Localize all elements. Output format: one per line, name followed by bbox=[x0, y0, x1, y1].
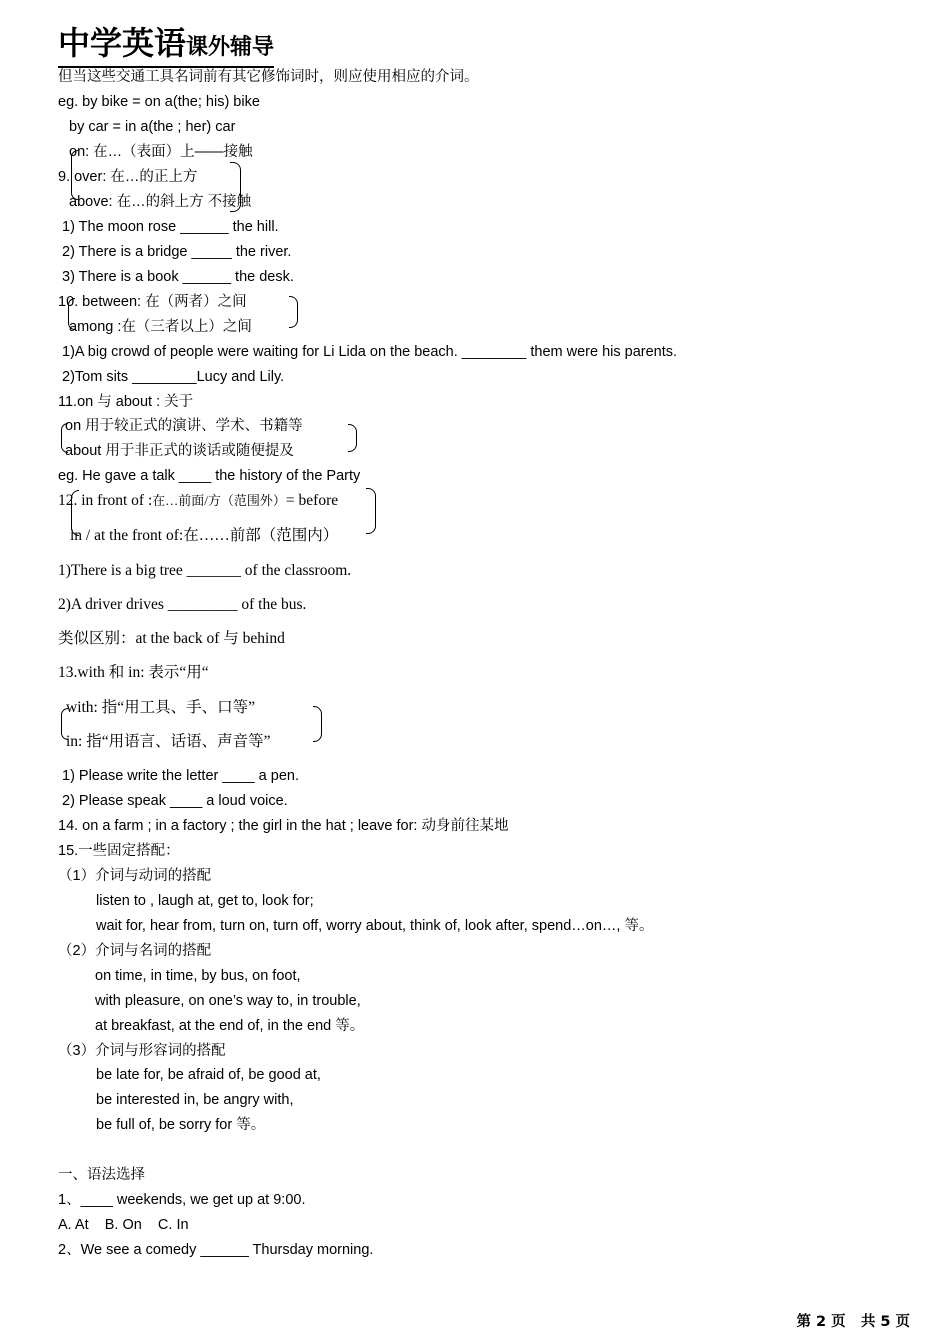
title-sub: 课外辅导 bbox=[186, 35, 275, 60]
text-line: （3）介词与形容词的搭配 bbox=[58, 1043, 226, 1059]
text-line: among :在（三者以上）之间 bbox=[69, 319, 252, 335]
question: 2、We see a comedy ______ Thursday morning. bbox=[58, 1242, 374, 1258]
text-line: at breakfast, at the end of, in the end 等。 bbox=[95, 1018, 365, 1034]
text-line: 14. on a farm ; in a factory ; the girl in the hat ; leave for: 动身前往某地 bbox=[58, 818, 509, 834]
text-line: 11.on 与 about : 关于 bbox=[58, 394, 194, 410]
text-line: be full of, be sorry for 等。 bbox=[96, 1117, 266, 1133]
brace-right bbox=[289, 296, 298, 328]
title-main: 中学英语 bbox=[58, 24, 187, 62]
text-line: 9. over: 在…的正上方 bbox=[58, 169, 198, 185]
brace-right bbox=[230, 162, 241, 212]
brace-left bbox=[71, 150, 78, 200]
text-line: about 用于非正式的谈话或随便提及 bbox=[65, 443, 294, 459]
text-line: 2)A driver drives _________ of the bus. bbox=[58, 596, 307, 613]
text-line: eg. by bike = on a(the; his) bike bbox=[58, 94, 260, 110]
text-line: 2) There is a bridge _____ the river. bbox=[62, 244, 292, 260]
text-line: with: 指“用工具、手、口等” bbox=[66, 699, 255, 716]
text-line: in: 指“用语言、话语、声音等” bbox=[66, 733, 271, 750]
page-total: 共 5 页 bbox=[860, 1314, 910, 1330]
question-options: A. At B. On C. In bbox=[58, 1217, 189, 1233]
text-line: be late for, be afraid of, be good at, bbox=[96, 1067, 321, 1083]
text-line: （2）介词与名词的搭配 bbox=[58, 943, 212, 959]
brace-right bbox=[348, 424, 357, 452]
text-line: wait for, hear from, turn on, turn off, worry about, think of, look after, spend…on…, 等。 bbox=[96, 918, 654, 934]
text-segment: 在…前面/方（范围外） bbox=[152, 493, 286, 508]
text-line: 15.一些固定搭配： bbox=[58, 843, 180, 859]
text-line: 2) Please speak ____ a loud voice. bbox=[62, 793, 288, 809]
page-number: 第 2 页 bbox=[796, 1314, 846, 1330]
text-line: eg. He gave a talk ____ the history of the Party bbox=[58, 468, 361, 484]
text-line: on: 在…（表面）上——接触 bbox=[69, 144, 253, 160]
text-line: 3) There is a book ______ the desk. bbox=[62, 269, 294, 285]
text-line: on time, in time, by bus, on foot, bbox=[95, 968, 301, 984]
text-segment: = before bbox=[285, 492, 339, 509]
section-heading: 一、语法选择 bbox=[58, 1167, 145, 1183]
text-line: （1）介词与动词的搭配 bbox=[58, 868, 212, 884]
text-line: 1)There is a big tree _______ of the classroom. bbox=[58, 562, 352, 579]
text-segment: 12. in front of : bbox=[58, 492, 153, 509]
text-line: with pleasure, on one’s way to, in trouble, bbox=[95, 993, 361, 1009]
text-line: 1) Please write the letter ____ a pen. bbox=[62, 768, 299, 784]
brace-right bbox=[313, 706, 322, 742]
page-footer bbox=[796, 1310, 910, 1331]
text-line: 类似区别：at the back of 与 behind bbox=[58, 630, 285, 647]
brace-left bbox=[61, 708, 68, 740]
text-line: be interested in, be angry with, bbox=[96, 1092, 294, 1108]
text-line: 但当这些交通工具名词前有其它修饰词时，则应使用相应的介词。 bbox=[58, 69, 479, 85]
page-title bbox=[58, 26, 274, 68]
text-line: in / at the front of:在……前部（范围内） bbox=[70, 527, 339, 544]
brace-right bbox=[366, 488, 376, 534]
text-line: by car = in a(the ; her) car bbox=[69, 119, 236, 135]
text-line bbox=[58, 492, 338, 510]
text-line: above: 在…的斜上方 不接触 bbox=[69, 194, 252, 210]
text-line: 2)Tom sits ________Lucy and Lily. bbox=[62, 369, 285, 385]
question: 1、____ weekends, we get up at 9:00. bbox=[58, 1192, 306, 1208]
text-line: 1) The moon rose ______ the hill. bbox=[62, 219, 279, 235]
text-line: 13.with 和 in: 表示“用“ bbox=[58, 664, 209, 681]
brace-left bbox=[61, 423, 68, 453]
brace-left bbox=[68, 298, 75, 330]
text-line: listen to , laugh at, get to, look for; bbox=[96, 893, 314, 909]
text-line: 10. between: 在（两者）之间 bbox=[58, 294, 247, 310]
text-line: 1)A big crowd of people were waiting for Li Lida on the beach. ________ them were his parents. bbox=[62, 344, 678, 360]
text-line: on 用于较正式的演讲、学术、书籍等 bbox=[65, 418, 303, 434]
